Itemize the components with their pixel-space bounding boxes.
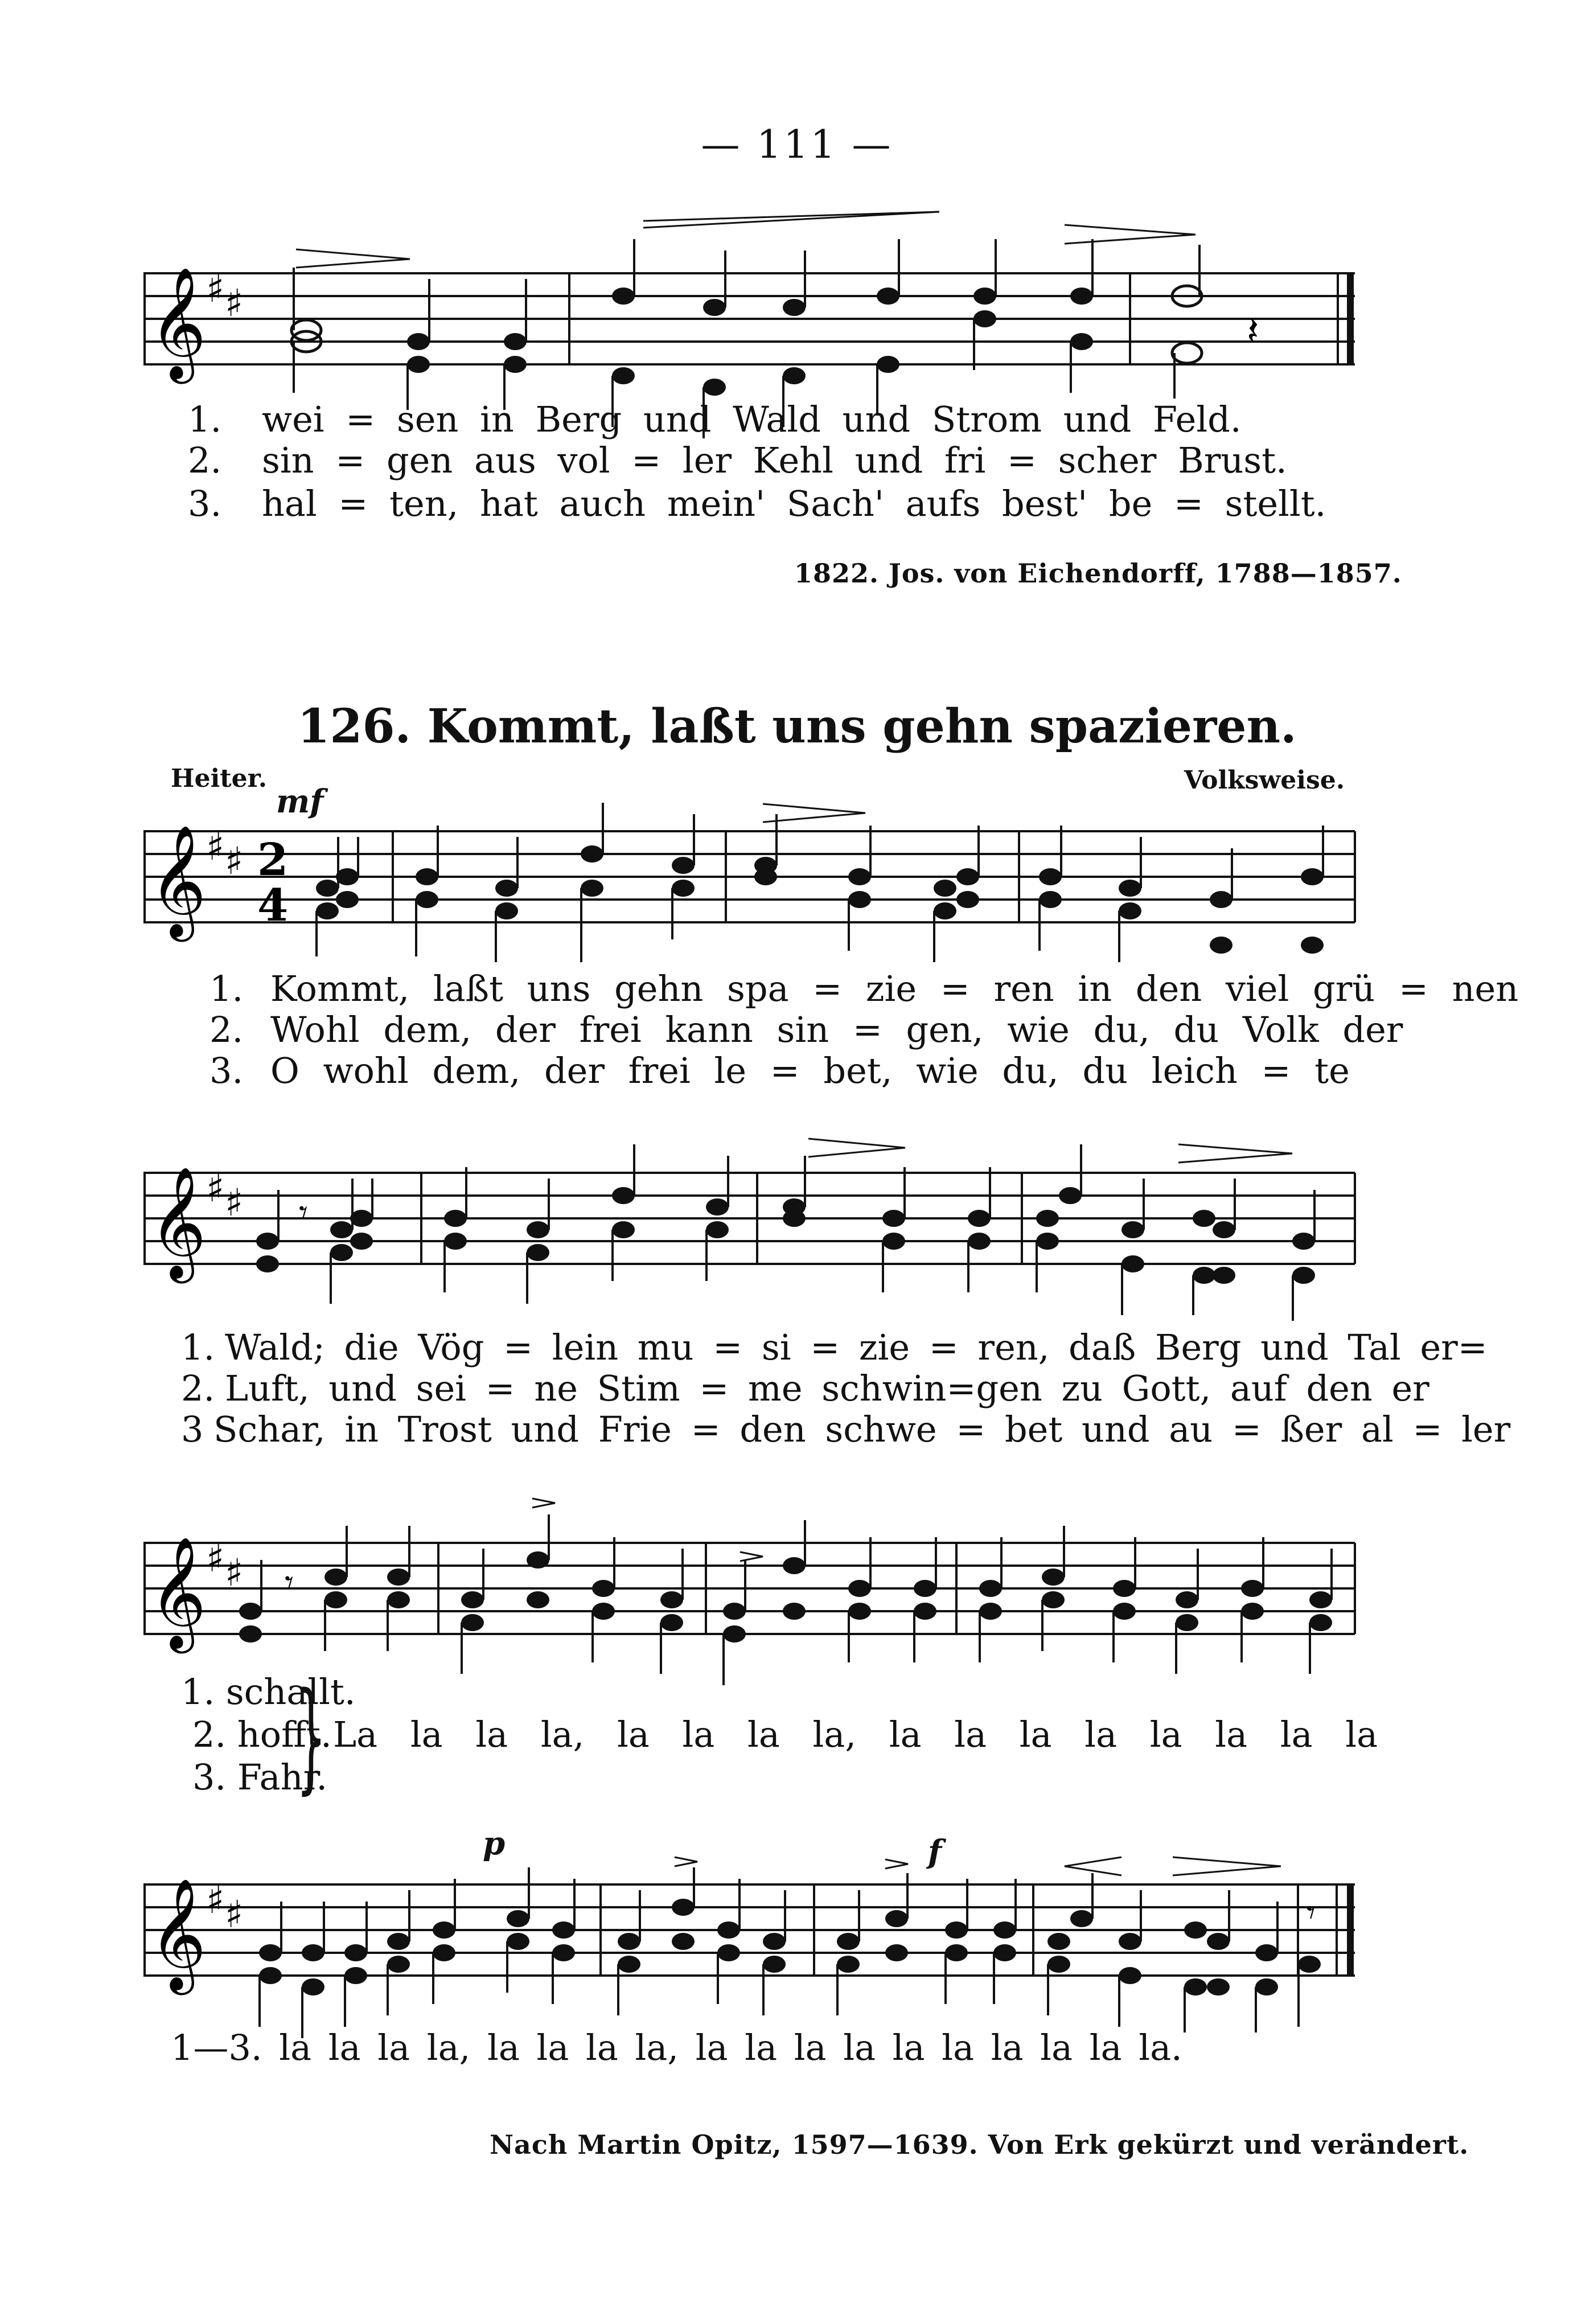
lyrics-line: sin = gen aus vol = ler Kehl und fri = scher Brust. <box>262 440 1287 481</box>
refrain-line: La la la la, la la la la, la la la la la la la la <box>333 1714 1378 1755</box>
svg-text:♯: ♯ <box>225 1892 243 1936</box>
verse-number: 1. <box>181 1327 215 1368</box>
ending-label: 2. hofft. <box>192 1714 332 1755</box>
lyrics-line: Wohl dem, der frei kann sin = gen, wie du, du Volk der <box>270 1009 1403 1050</box>
svg-text:𝄞: 𝄞 <box>149 1166 207 1279</box>
svg-text:2: 2 <box>257 834 289 886</box>
page-number: — 111 — <box>701 122 893 167</box>
lyrics-line: Wald; die Vög = lein mu = si = zie = ren, daß Berg und Tal er= <box>225 1327 1488 1368</box>
song-title <box>0 699 1594 754</box>
song-number: 126. <box>297 699 412 754</box>
tempo-marking: Heiter. <box>171 764 268 793</box>
svg-text:♯: ♯ <box>206 267 224 311</box>
svg-text:𝄞: 𝄞 <box>149 266 207 379</box>
verse-number: 1. <box>209 968 244 1009</box>
verse-number: 1. <box>188 399 222 440</box>
svg-text:𝄾: 𝄾 <box>285 1563 294 1603</box>
author-credit: Nach Martin Opitz, 1597—1639. Von Erk gekürzt und verändert. <box>490 2129 1469 2160</box>
lyrics-line: Kommt, laßt uns gehn spa = zie = ren in den viel grü = nen <box>270 968 1519 1009</box>
verse-number: 2. <box>188 440 222 481</box>
svg-text:♯: ♯ <box>206 825 224 869</box>
svg-text:♯: ♯ <box>225 1181 243 1225</box>
refrain-final-line: 1—3. la la la la, la la la la, la la la la la la la la la la. <box>171 2027 1182 2068</box>
music-staff-2 <box>0 1127 1594 1344</box>
svg-text:𝄾: 𝄾 <box>299 1193 308 1233</box>
svg-text:𝄞: 𝄞 <box>149 1878 207 1990</box>
svg-text:𝄞: 𝄞 <box>149 1536 207 1649</box>
verse-number: 2. <box>181 1368 215 1409</box>
svg-text:♯: ♯ <box>225 281 243 325</box>
svg-text:4: 4 <box>257 880 289 931</box>
dynamic-p: p <box>483 1825 506 1862</box>
svg-text:𝄞: 𝄞 <box>149 824 207 937</box>
svg-text:♯: ♯ <box>206 1537 224 1580</box>
verse-number: 3. <box>209 1050 244 1091</box>
dynamic-f: f <box>928 1833 942 1871</box>
author-credit: 1822. Jos. von Eichendorff, 1788—1857. <box>794 558 1402 589</box>
verse-number: 2. <box>209 1009 244 1050</box>
verse-number: 3. <box>188 483 222 524</box>
lyrics-line: Luft, und sei = ne Stim = me schwin=gen zu Gott, auf den er <box>225 1368 1429 1409</box>
lyrics-line: wei = sen in Berg und Wald und Strom und Feld. <box>262 399 1242 440</box>
verse-number: 3 <box>181 1409 204 1450</box>
ending-label: 1. schallt. <box>181 1671 356 1713</box>
lyrics-line: O wohl dem, der frei le = bet, wie du, du leich = te <box>270 1050 1350 1091</box>
svg-text:♯: ♯ <box>206 1878 224 1922</box>
svg-text:♯: ♯ <box>225 1551 243 1595</box>
svg-text:♯: ♯ <box>206 1167 224 1210</box>
svg-text:𝄾: 𝄾 <box>1307 1893 1316 1933</box>
dynamic-mf: mf <box>276 783 324 820</box>
song-title-text: Kommt, laßt uns gehn spazieren. <box>427 699 1297 754</box>
ending-label: 3. Fahr. <box>192 1756 328 1798</box>
svg-text:♯: ♯ <box>225 839 243 883</box>
svg-text:𝄽: 𝄽 <box>1247 307 1259 354</box>
lyrics-line: hal = ten, hat auch mein' Sach' aufs best' be = stellt. <box>262 483 1326 524</box>
lyrics-line: Schar, in Trost und Frie = den schwe = bet und au = ßer al = ler <box>213 1409 1511 1450</box>
verse-brace: } <box>296 1666 327 1806</box>
source-label: Volksweise. <box>1184 766 1345 795</box>
